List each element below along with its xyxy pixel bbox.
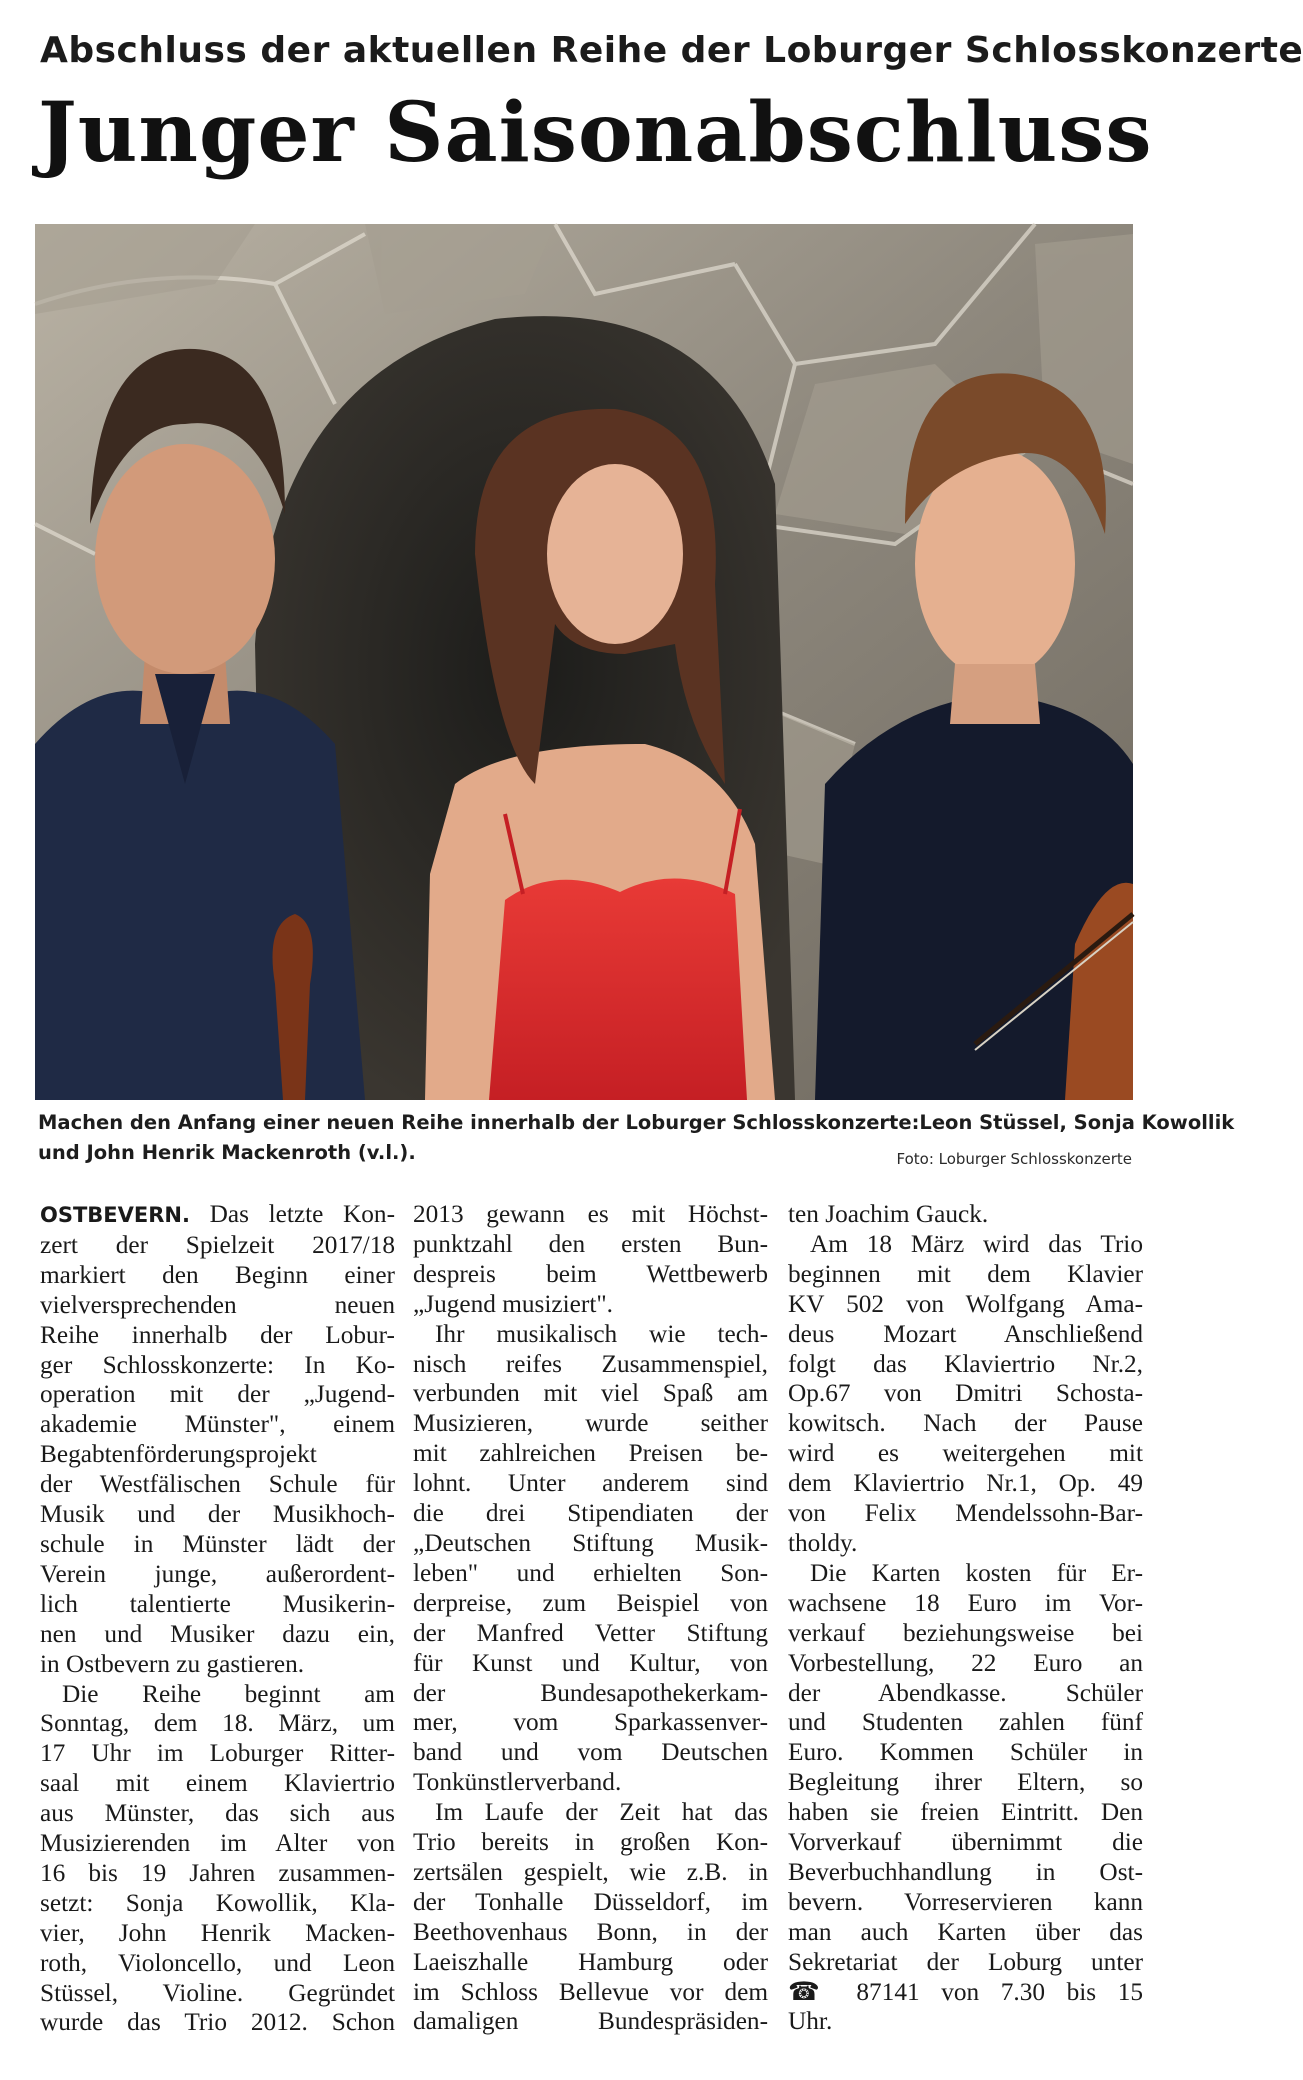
text-line: für Kunst und Kultur, von [413,1648,768,1677]
text-line: Die Karten kosten für Er- [810,1558,1143,1587]
headline: Junger Saisonabschluss [38,85,1153,181]
text-line: Am 18 März wird das Trio [810,1229,1143,1258]
text-line: in Ostbevern zu gastieren. [40,1649,305,1678]
text-line: operation mit der „Jugend- [40,1380,395,1409]
text-line: akademie Münster", einem [40,1410,395,1439]
text-line: Verein junge, außerordent- [40,1559,395,1588]
text-line: Op.67 von Dmitri Schosta- [788,1379,1143,1408]
text-line: und Studenten zahlen fünf [788,1708,1143,1737]
text-line: OSTBEVERN. Das letzte Kon- [40,1200,395,1228]
dateline: OSTBEVERN. [40,1203,190,1227]
text-line: Vorverkauf übernimmt die [788,1828,1143,1857]
text-line: leben" und erhielten Son- [413,1558,768,1587]
text-line: dem Klaviertrio Nr.1, Op. 49 [788,1469,1143,1498]
text-line: 17 Uhr im Loburger Ritter- [40,1739,395,1768]
text-line: 16 bis 19 Jahren zusammen- [40,1858,395,1887]
text-line: Trio bereits in großen Kon- [413,1828,768,1857]
text-line: roth, Violoncello, und Leon [40,1948,395,1977]
text-line: wird es weitergehen mit [788,1439,1143,1468]
text-line: Musik und der Musikhoch- [40,1500,395,1529]
text-line: wurde das Trio 2012. Schon [40,2008,395,2037]
text-line: Uhr. [788,2007,833,2036]
text-line: der Manfred Vetter Stiftung [413,1618,768,1647]
text-line: „Deutschen Stiftung Musik- [413,1528,768,1557]
text-line: zertsälen gespielt, wie z.B. in [413,1857,768,1886]
text-line: 2013 gewann es mit Höchst- [413,1200,768,1228]
text-line: verkauf beziehungsweise bei [788,1618,1143,1647]
text-line: Begabtenförderungsprojekt [40,1440,317,1469]
kicker: Abschluss der aktuellen Reihe der Loburger Schlosskonzerte [40,30,1303,71]
article-column-1 [40,1200,395,2038]
text-line: ger Schlosskonzerte: In Ko- [40,1350,395,1379]
text-line: saal mit einem Klaviertrio [40,1769,395,1798]
text-line: mer, vom Sparkassenver- [413,1708,768,1737]
text-line: derpreise, zum Beispiel von [413,1588,768,1617]
caption-line-2: und John Henrik Mackenroth (v.l.). [38,1141,416,1164]
text-line: die drei Stipendiaten der [413,1499,768,1528]
text-line: lich talentierte Musikerin- [40,1589,395,1618]
text-line: aus Münster, das sich aus [40,1799,395,1828]
text-line: mit zahlreichen Preisen be- [413,1439,768,1468]
text-line: kowitsch. Nach der Pause [788,1409,1143,1438]
text-line: Begleitung ihrer Eltern, so [788,1768,1143,1797]
text-line: Musizierenden im Alter von [40,1829,395,1858]
text-line: ☎ 87141 von 7.30 bis 15 [788,1977,1143,2006]
text-line: tholdy. [788,1528,858,1557]
text-line: Im Laufe der Zeit hat das [435,1798,768,1827]
text-line: Vorbestellung, 22 Euro an [788,1648,1143,1677]
text-line: ten Joachim Gauck. [788,1200,989,1228]
text-line: Stüssel, Violine. Gegründet [40,1978,395,2007]
text-line: Reihe innerhalb der Lobur- [40,1320,395,1349]
text-line: lohnt. Unter anderem sind [413,1469,768,1498]
text-line: Die Reihe beginnt am [62,1679,395,1708]
text-line: folgt das Klaviertrio Nr.2, [788,1349,1143,1378]
text-line: der Tonhalle Düsseldorf, im [413,1887,768,1916]
text-line: vier, John Henrik Macken- [40,1918,395,1947]
text-line: punktzahl den ersten Bun- [413,1229,768,1258]
text-line: markiert den Beginn einer [40,1260,395,1289]
text-line: Sekretariat der Loburg unter [788,1947,1143,1976]
telephone-icon: ☎ [788,1977,835,2006]
text-line: im Schloss Bellevue vor dem [413,1977,768,2006]
text-line: bevern. Vorreservieren kann [788,1887,1143,1916]
text-line: nen und Musiker dazu ein, [40,1619,395,1648]
text-line: Ihr musikalisch wie tech- [435,1319,768,1348]
text-line: despreis beim Wettbewerb [413,1259,768,1288]
caption-line-1: Machen den Anfang einer neuen Reihe innerhalb der Loburger Schlosskonzerte:Leon Stüssel, Sonja Kowollik [38,1111,1235,1134]
text-line: Laeiszhalle Hamburg oder [413,1947,768,1976]
text-line: Musizieren, wurde seither [413,1409,768,1438]
text-line: wachsene 18 Euro im Vor- [788,1588,1143,1617]
text-line: damaligen Bundespräsiden- [413,2007,768,2036]
text-line: Beethovenhaus Bonn, in der [413,1917,768,1946]
text-line: verbunden mit viel Spaß am [413,1379,768,1408]
text-line: von Felix Mendelssohn-Bar- [788,1499,1143,1528]
text-line: beginnen mit dem Klavier [788,1259,1143,1288]
text-line: deus Mozart Anschließend [788,1319,1143,1348]
text-line: band und vom Deutschen [413,1738,768,1767]
text-line: zert der Spielzeit 2017/18 [40,1230,395,1259]
text-line: vielversprechenden neuen [40,1290,395,1319]
text-line: schule in Münster lädt der [40,1529,395,1558]
text-line: der Abendkasse. Schüler [788,1678,1143,1707]
text-line: Beverbuchhandlung in Ost- [788,1857,1143,1886]
text-line: der Westfälischen Schule für [40,1470,395,1499]
text-line: „Jugend musiziert". [413,1289,614,1318]
text-line: KV 502 von Wolfgang Ama- [788,1289,1143,1318]
article-column-3 [788,1200,1143,2037]
article-column-2 [413,1200,768,2037]
photo-credit: Foto: Loburger Schlosskonzerte [896,1150,1132,1168]
text-line: der Bundesapothekerkam- [413,1678,768,1707]
text-line: Euro. Kommen Schüler in [788,1738,1143,1767]
trio-photo [35,224,1133,1100]
text-line: man auch Karten über das [788,1917,1143,1946]
text-line: nisch reifes Zusammenspiel, [413,1349,768,1378]
text-line: setzt: Sonja Kowollik, Kla- [40,1888,395,1917]
text-line: Tonkünstlerverband. [413,1768,622,1797]
text-line: haben sie freien Eintritt. Den [788,1798,1143,1827]
text-line: Sonntag, dem 18. März, um [40,1709,395,1738]
